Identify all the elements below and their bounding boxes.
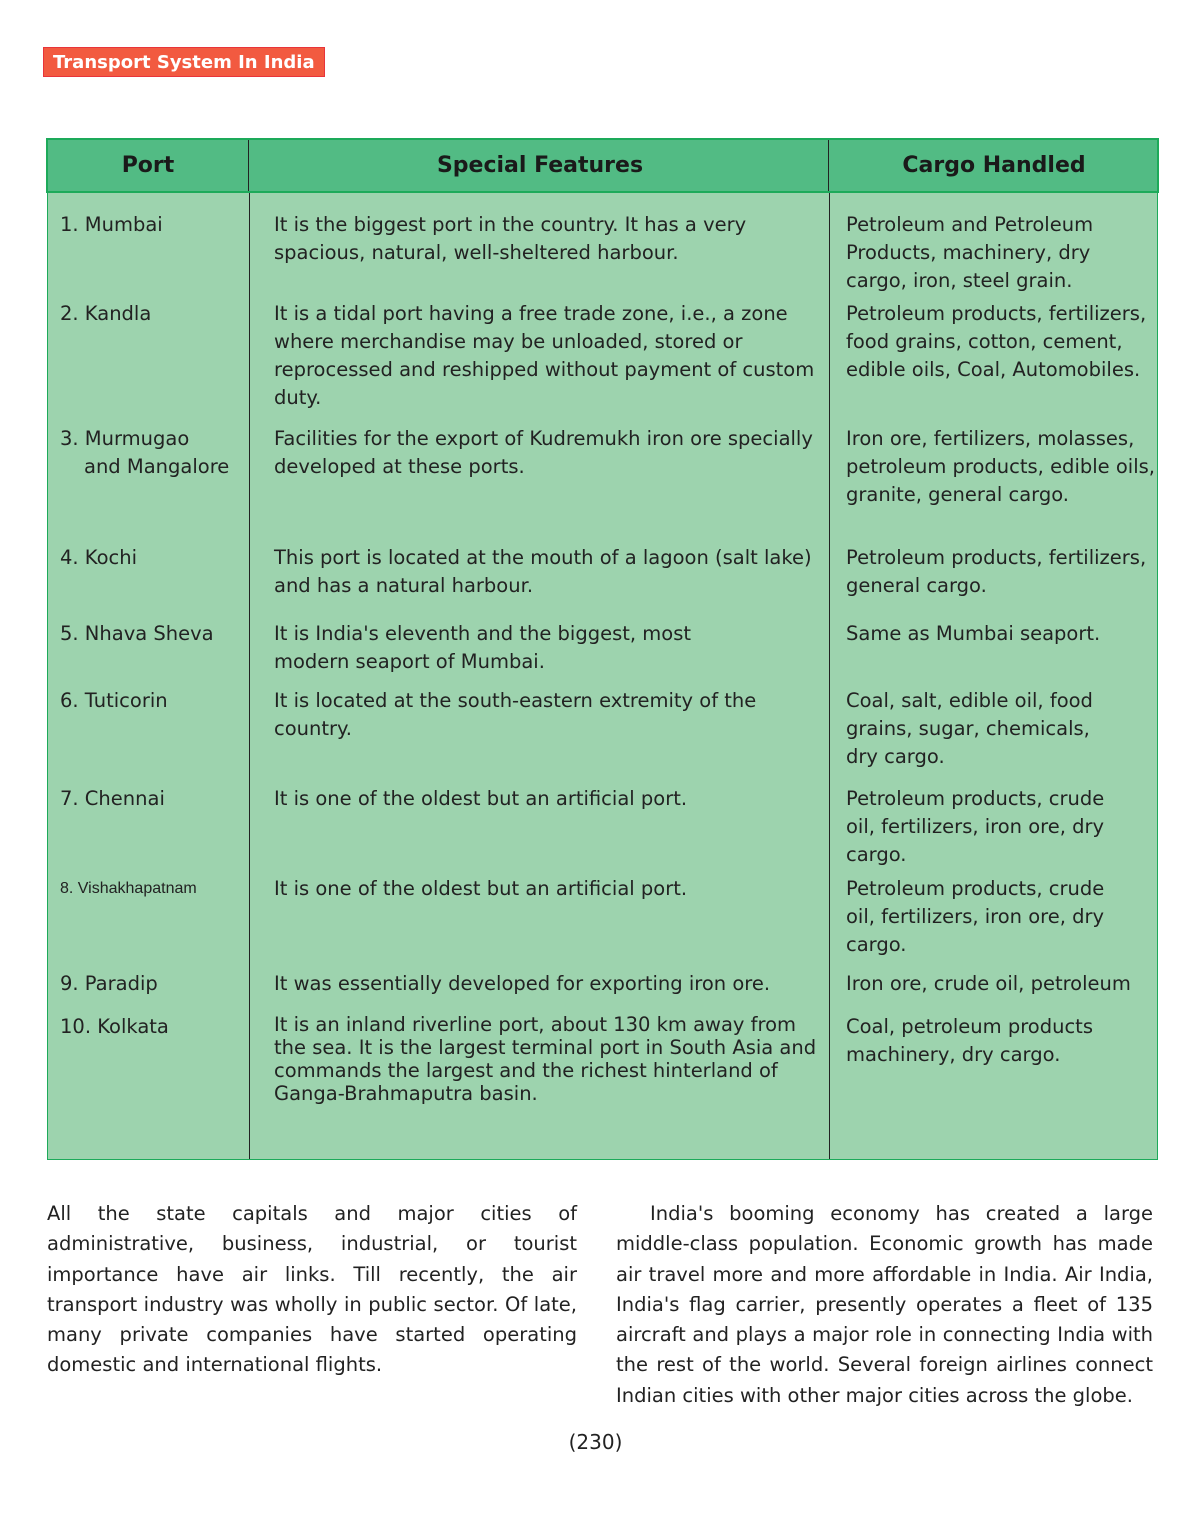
port-cargo: Iron ore, crude oil, petroleum bbox=[846, 972, 1131, 995]
header-divider bbox=[828, 140, 829, 191]
port-features: It is one of the oldest but an artificial port. bbox=[274, 787, 688, 810]
port-name: 5. Nhava Sheva bbox=[60, 622, 214, 645]
port-features: It is India's eleventh and the biggest, most modern seaport of Mumbai. bbox=[274, 622, 692, 673]
port-cargo: Petroleum products, fertilizers, general cargo. bbox=[846, 546, 1147, 597]
port-features: It is a tidal port having a free trade zone, i.e., a zone where merchandise may be unloaded, stored or reprocessed and reshipped without payment of custom duty. bbox=[274, 302, 815, 409]
port-name-line: and Mangalore bbox=[84, 455, 230, 478]
port-name: 9. Paradip bbox=[60, 972, 158, 995]
port-name: 2. Kandla bbox=[60, 302, 152, 325]
section-title-badge: Transport System In India bbox=[43, 47, 325, 77]
paragraph-air-links: All the state capitals and major cities of administrative, business, industrial, or tourist importance have air links. Till recently, the air transport industry was wholly in public sector. Of late, many private companies have started operating domestic and international flights. bbox=[47, 1202, 577, 1377]
port-name: 4. Kochi bbox=[60, 546, 138, 569]
port-name: 7. Chennai bbox=[60, 787, 165, 810]
port-cargo: Same as Mumbai seaport. bbox=[846, 622, 1101, 645]
port-features: It is one of the oldest but an artificial port. bbox=[274, 877, 688, 900]
port-name-line: 3. Murmugao bbox=[60, 427, 190, 450]
port-features: It is located at the south-eastern extremity of the country. bbox=[274, 689, 757, 740]
port-features: It is an inland riverline port, about 130 km away from the sea. It is the largest terminal port in South Asia and commands the largest and the richest hinterland of Ganga-Brahmaputra basin. bbox=[274, 1013, 817, 1105]
port-name bbox=[60, 425, 250, 481]
header-divider bbox=[248, 140, 249, 191]
port-features: This port is located at the mouth of a lagoon (salt lake) and has a natural harbour. bbox=[274, 546, 812, 597]
port-cargo: Petroleum products, crude oil, fertilizers, iron ore, dry cargo. bbox=[846, 877, 1105, 956]
paragraph-air-economy: India's booming economy has created a large middle-class population. Economic growth has made air travel more and more affordable in India. Air India, India's flag carrier, presently operates a fleet of 135 aircraft and plays a major role in connecting India with the rest of the world. Several foreign airlines connect Indian cities with other major cities across the globe. bbox=[616, 1202, 1153, 1407]
header-port: Port bbox=[121, 153, 175, 178]
port-cargo: Petroleum and Petroleum Products, machinery, dry cargo, iron, steel grain. bbox=[846, 213, 1094, 292]
port-name: 10. Kolkata bbox=[60, 1015, 169, 1038]
port-name: 8. Vishakhapatnam bbox=[60, 880, 197, 897]
column-divider bbox=[829, 139, 830, 1159]
ports-table bbox=[47, 138, 1158, 1160]
port-features: It was essentially developed for exporting iron ore. bbox=[274, 972, 771, 995]
port-cargo: Petroleum products, crude oil, fertilizers, iron ore, dry cargo. bbox=[846, 787, 1105, 866]
port-features: Facilities for the export of Kudremukh iron ore specially developed at these ports. bbox=[274, 427, 813, 478]
port-cargo: Coal, petroleum products machinery, dry cargo. bbox=[846, 1015, 1093, 1066]
header-cargo: Cargo Handled bbox=[902, 153, 1086, 178]
port-cargo: Petroleum products, fertilizers, food grains, cotton, cement, edible oils, Coal, Automobiles. bbox=[846, 302, 1147, 381]
port-features: It is the biggest port in the country. It has a very spacious, natural, well-sheltered harbour. bbox=[274, 213, 747, 264]
column-divider bbox=[249, 139, 250, 1159]
port-cargo: Iron ore, fertilizers, molasses, petroleum products, edible oils, granite, general cargo. bbox=[846, 427, 1155, 506]
table-header bbox=[46, 138, 1159, 193]
port-name: 1. Mumbai bbox=[60, 213, 163, 236]
port-name: 6. Tuticorin bbox=[60, 689, 168, 712]
header-features: Special Features bbox=[436, 153, 644, 178]
port-cargo: Coal, salt, edible oil, food grains, sugar, chemicals, dry cargo. bbox=[846, 689, 1093, 768]
page-number: (230) bbox=[568, 1430, 623, 1454]
